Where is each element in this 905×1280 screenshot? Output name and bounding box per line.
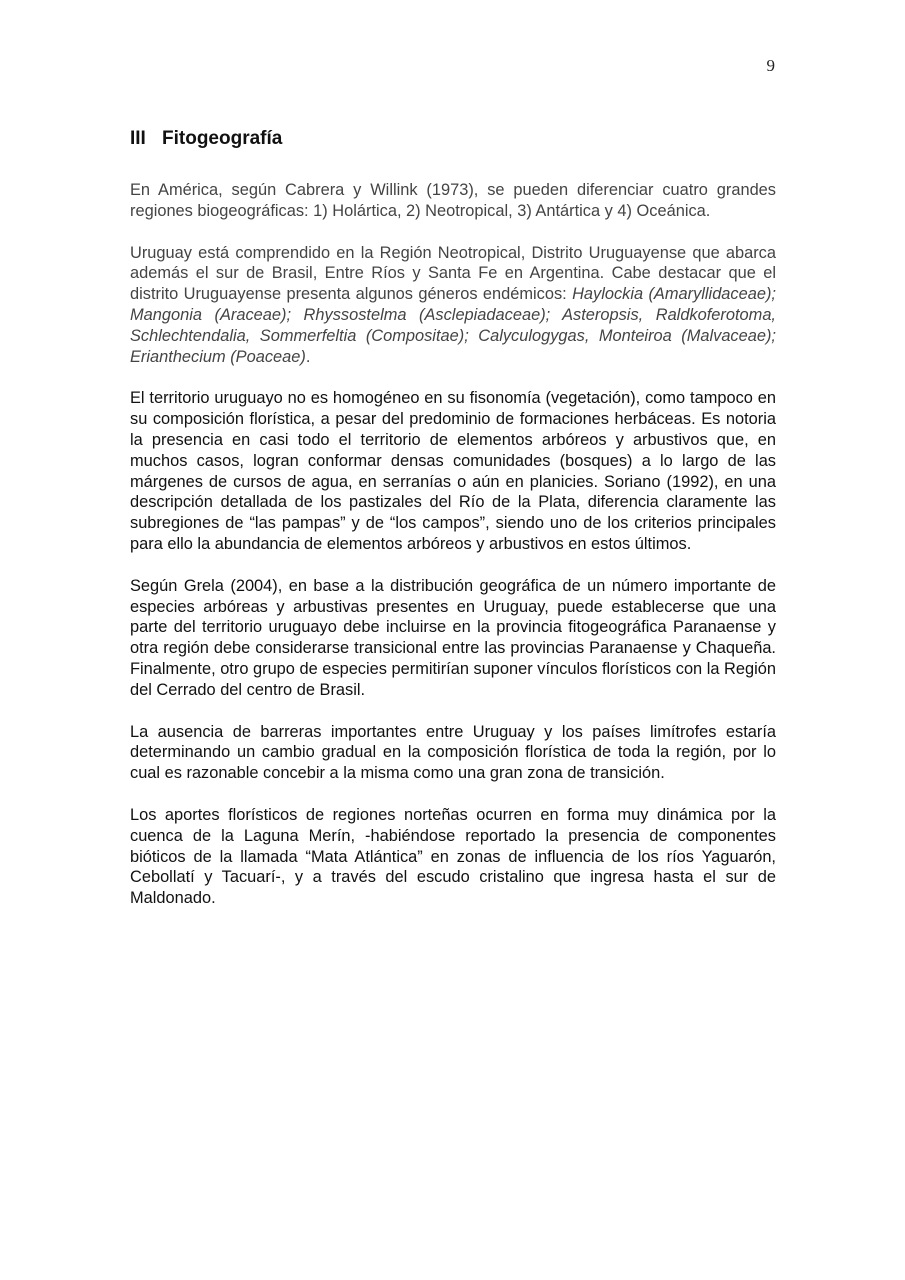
paragraph-barriers: La ausencia de barreras importantes entre Uruguay y los países limítrofes estaría determinando un cambio gradual en la composición florística de toda la región, por lo cual es razonable concebir a la misma como una gran zona de transición. [130, 722, 776, 783]
paragraph-uruguay-district [130, 243, 776, 368]
endemic-genera-list: Haylockia (Amaryllidaceae); Mangonia (Araceae); Rhyssostelma (Asclepiadaceae); Asteropsis, Raldkoferotoma, Schlechtendalia, Sommerfeltia (Compositae); Calyculogygas, Monteiroa (Malvaceae); Erianthecium (Poaceae) [130, 285, 776, 366]
section-title: Fitogeografía [162, 128, 283, 149]
section-heading [130, 127, 776, 151]
section-number: III [130, 128, 146, 149]
page-content [130, 127, 776, 930]
paragraph-uruguay-text: Uruguay está comprendido en la Región Neotropical, Distrito Uruguayense que abarca además el sur de Brasil, Entre Ríos y Santa Fe en Argentina. Cabe destacar que el distrito Uruguayense presenta algunos géneros endémicos: [130, 243, 776, 304]
page-number: 9 [766, 56, 775, 75]
paragraph-grela: Según Grela (2004), en base a la distribución geográfica de un número importante de especies arbóreas y arbustivas presentes en Uruguay, puede establecerse que una parte del territorio uruguayo debe incluirse en la provincia fitogeográfica Paranaense y otra región debe considerarse transicional entre las provincias Paranaense y Chaqueña. Finalmente, otro grupo de especies permitirían suponer vínculos florísticos con la Región del Cerrado del centro de Brasil. [130, 576, 776, 699]
paragraph-regions: En América, según Cabrera y Willink (1973), se pueden diferenciar cuatro grandes regiones biogeográficas: 1) Holártica, 2) Neotropical, 3) Antártica y 4) Oceánica. [130, 181, 776, 220]
paragraph-end-period: . [305, 347, 311, 366]
paragraph-territory: El territorio uruguayo no es homogéneo en su fisonomía (vegetación), como tampoco en su composición florística, a pesar del predominio de formaciones herbáceas. Es notoria la presencia en casi todo el territorio de elementos arbóreos y arbustivos que, en muchos casos, logran conformar densas comunidades (bosques) a lo largo de las márgenes de cursos de agua, en serranías o aún en planicies. Soriano (1992), en una descripción detallada de los pastizales del Río de la Plata, diferencia claramente las subregiones de “las pampas” y de “los campos”, siendo uno de los criterios principales para ello la abundancia de elementos arbóreos y arbustivos en estos últimos. [130, 389, 776, 553]
paragraph-northern-contributions: Los aportes florísticos de regiones norteñas ocurren en forma muy dinámica por la cuenca de la Laguna Merín, -habiéndose reportado la presencia de componentes bióticos de la llamada “Mata Atlántica” en zonas de influencia de los ríos Yaguarón, Cebollatí y Tacuarí-, y a través del escudo cristalino que ingresa hasta el sur de Maldonado. [130, 805, 776, 908]
